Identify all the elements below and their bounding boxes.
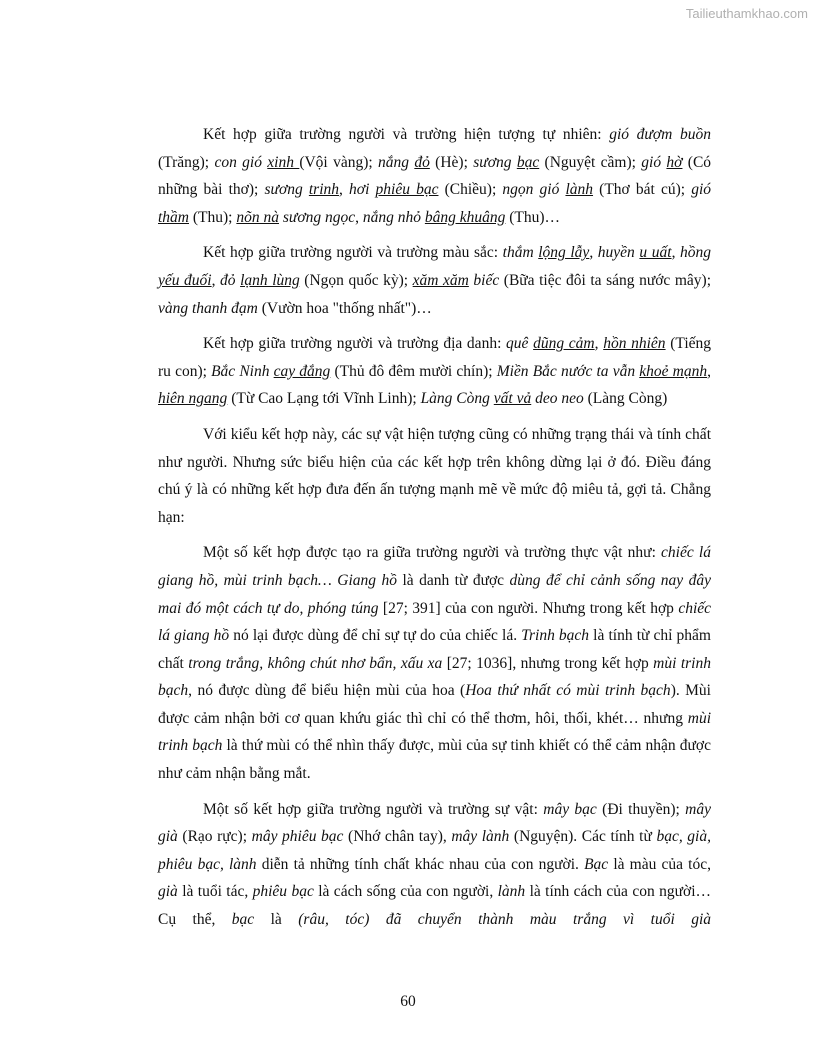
- text-run: (Trăng);: [158, 153, 215, 171]
- text-run: là tính cách của con người… Cụ thể,: [158, 883, 711, 929]
- text-run: lạnh lùng: [240, 271, 300, 289]
- text-run: thầm: [158, 208, 189, 226]
- text-run: già: [158, 883, 178, 901]
- text-run: là tuổi tác,: [177, 883, 253, 901]
- text-run: (râu, tóc) đã chuyển thành màu trắng vì tuổi già: [298, 911, 712, 929]
- text-run: là màu của tóc,: [608, 855, 711, 873]
- text-run: Miền Bắc nước ta vẫn: [496, 362, 640, 380]
- text-run: bạc, già, phiêu bạc, lành: [158, 828, 711, 873]
- text-run: Bắc Ninh: [211, 362, 274, 380]
- text-run: quê: [506, 335, 534, 353]
- text-run: ,: [594, 335, 604, 353]
- text-run: hồng: [680, 244, 712, 262]
- text-run: đỏ: [220, 271, 241, 289]
- text-run: xăm xăm: [412, 271, 469, 289]
- text-run: huyền: [597, 244, 640, 262]
- text-run: Hoa thứ nhất có mùi trinh bạch: [465, 682, 671, 700]
- text-run: ,: [671, 244, 681, 262]
- text-run: Kết hợp giữa trường người và trường màu sắc:: [203, 244, 503, 262]
- text-run: là tính từ chỉ phẩm chất: [158, 627, 711, 672]
- text-run: (Vườn hoa "thống nhất")…: [257, 299, 432, 317]
- text-run: Kết hợp giữa trường người và trường địa danh:: [203, 335, 507, 353]
- text-run: (Vội vàng);: [299, 153, 378, 171]
- text-run: u uất: [639, 244, 672, 262]
- text-run: Một số kết hợp được tạo ra giữa trường người và trường thực vật như:: [203, 544, 662, 562]
- text-run: mây lành: [451, 828, 510, 846]
- text-run: là thứ mùi có thể nhìn thấy được, mùi của sự tinh khiết có thể cảm nhận được như cảm nhận bằng mắt.: [158, 737, 711, 783]
- text-run: nõn nà: [236, 208, 279, 226]
- text-run: (Có những bài thơ);: [158, 153, 712, 199]
- paragraph-colors: [158, 239, 711, 322]
- text-run: lành: [565, 181, 594, 199]
- text-run: gió đượm buồn: [609, 126, 711, 143]
- text-run: thắm: [502, 244, 539, 262]
- text-run: hơi: [349, 181, 376, 199]
- text-run: diễn tả những tính chất khác nhau của con người.: [256, 855, 585, 873]
- text-run: chiếc lá giang hồ, mùi trinh bạch… Giang hồ: [158, 544, 711, 589]
- text-run: sương ngọc: [278, 208, 356, 226]
- text-run: (Nhớ chân tay),: [343, 828, 452, 846]
- text-run: mây già: [158, 800, 711, 846]
- text-run: (Thu)…: [505, 208, 561, 226]
- text-run: Trinh bạch: [521, 627, 590, 645]
- text-run: hồn nhiên: [603, 335, 666, 353]
- text-run: khoẻ mạnh: [639, 362, 708, 380]
- text-run: nó lại được dùng để chỉ sự tự do của chiếc lá.: [229, 627, 522, 645]
- paragraph-plants: [158, 539, 711, 787]
- text-run: yếu đuối: [158, 271, 212, 289]
- text-run: (Thủ đô đêm mười chín);: [330, 362, 497, 380]
- text-run: trong trắng, không chút nhơ bẩn, xấu xa: [188, 654, 443, 672]
- text-run: sương: [473, 153, 517, 171]
- text-run: lộng lẫy: [538, 244, 590, 262]
- text-run: mùi trinh bạch: [158, 654, 711, 700]
- text-run: là: [254, 911, 299, 929]
- text-run: ). Mùi được cảm nhận bởi cơ quan khứu giác thì chỉ có thể thơm, hôi, thối, khét… nhưng: [158, 682, 711, 727]
- text-run: bạc: [231, 911, 255, 929]
- text-run: (Hè);: [429, 153, 474, 171]
- text-run: nắng nhỏ: [362, 208, 425, 226]
- text-run: ,: [211, 271, 221, 289]
- text-run: phiêu bạc: [375, 181, 439, 199]
- text-run: ,: [707, 362, 711, 380]
- text-run: (Làng Còng): [583, 390, 668, 408]
- text-run: mây phiêu bạc: [251, 828, 344, 846]
- text-run: mùi trinh bạch: [158, 709, 711, 755]
- paragraph-place-names: [158, 330, 711, 413]
- text-run: (Đi thuyền);: [596, 800, 686, 818]
- paragraph-commentary: [158, 421, 711, 531]
- document-body: [158, 121, 711, 942]
- text-run: Với kiểu kết hợp này, các sự vật hiện tượng cũng có những trạng thái và tính chất như người. Nhưng sức biểu hiện của các kết hợp trên không dừng lại ở đó. Điều đáng chú ý là có những kết hợp đưa đến ấn tượng mạnh mẽ về mức độ miêu tả, gợi tả. Chẳng hạn:: [158, 425, 711, 526]
- text-run: sương: [264, 181, 309, 199]
- text-run: gió: [641, 153, 667, 171]
- paragraph-natural-phenomena: [158, 121, 711, 231]
- text-run: (Ngọn quốc kỳ);: [299, 271, 413, 289]
- text-run: (Từ Cao Lạng tới Vĩnh Linh);: [227, 390, 421, 408]
- text-run: (Tiếng ru con);: [158, 335, 712, 380]
- text-run: đỏ: [414, 153, 430, 171]
- text-run: biếc: [468, 271, 500, 289]
- text-run: Làng Còng: [420, 390, 494, 408]
- text-run: nắng: [378, 153, 415, 171]
- text-run: ,: [339, 181, 350, 199]
- text-run: (Chiều);: [438, 181, 503, 199]
- text-run: Bạc: [584, 855, 609, 873]
- text-run: mây bạc: [543, 800, 597, 818]
- text-run: [27; 391] của con người. Nhưng trong kết hợp: [378, 599, 679, 617]
- text-run: (Thơ bát cú);: [593, 181, 692, 199]
- text-run: , nó được dùng để biểu hiện mùi của hoa (: [188, 682, 466, 700]
- text-run: (Nguyện). Các tính từ: [509, 828, 657, 846]
- text-run: (Nguyệt cầm);: [539, 153, 642, 171]
- text-run: trinh: [308, 181, 340, 199]
- text-run: lành: [497, 883, 526, 901]
- text-run: bâng khuâng: [424, 208, 506, 226]
- text-run: (Rạo rực);: [177, 828, 252, 846]
- text-run: cay đắng: [273, 362, 331, 380]
- text-run: vàng thanh đạm: [158, 299, 258, 317]
- text-run: chiếc lá giang hồ: [158, 599, 712, 645]
- watermark: Tailieuthamkhao.com: [685, 6, 808, 21]
- text-run: ,: [355, 208, 363, 226]
- text-run: là danh từ được: [396, 571, 510, 589]
- text-run: dũng cảm: [533, 335, 595, 353]
- text-run: (Thu);: [189, 208, 237, 226]
- paragraph-objects: [158, 796, 711, 934]
- text-run: phiêu bạc: [252, 883, 314, 901]
- page-number: 60: [400, 993, 416, 1010]
- text-run: Một số kết hợp giữa trường người và trường sự vật:: [203, 800, 544, 818]
- text-run: dùng để chỉ cảnh sống nay đây mai đó một cách tự do, phóng túng: [158, 571, 711, 617]
- text-run: hiên ngang: [158, 390, 228, 408]
- text-run: gió: [691, 181, 711, 199]
- text-run: deo neo: [531, 390, 584, 408]
- text-run: bạc: [516, 153, 540, 171]
- text-run: con gió: [214, 153, 268, 171]
- text-run: [27; 1036], nhưng trong kết hợp: [442, 654, 654, 672]
- text-run: Kết hợp giữa trường người và trường hiện tượng tự nhiên:: [203, 126, 610, 143]
- text-run: ngọn gió: [502, 181, 566, 199]
- text-run: là cách sống của con người,: [313, 883, 498, 901]
- text-run: hờ: [666, 153, 683, 171]
- text-run: (Bữa tiệc đôi ta sáng nước mây);: [499, 271, 711, 289]
- text-run: vất vả: [493, 390, 532, 408]
- text-run: ,: [589, 244, 598, 262]
- text-run: xinh: [267, 153, 300, 171]
